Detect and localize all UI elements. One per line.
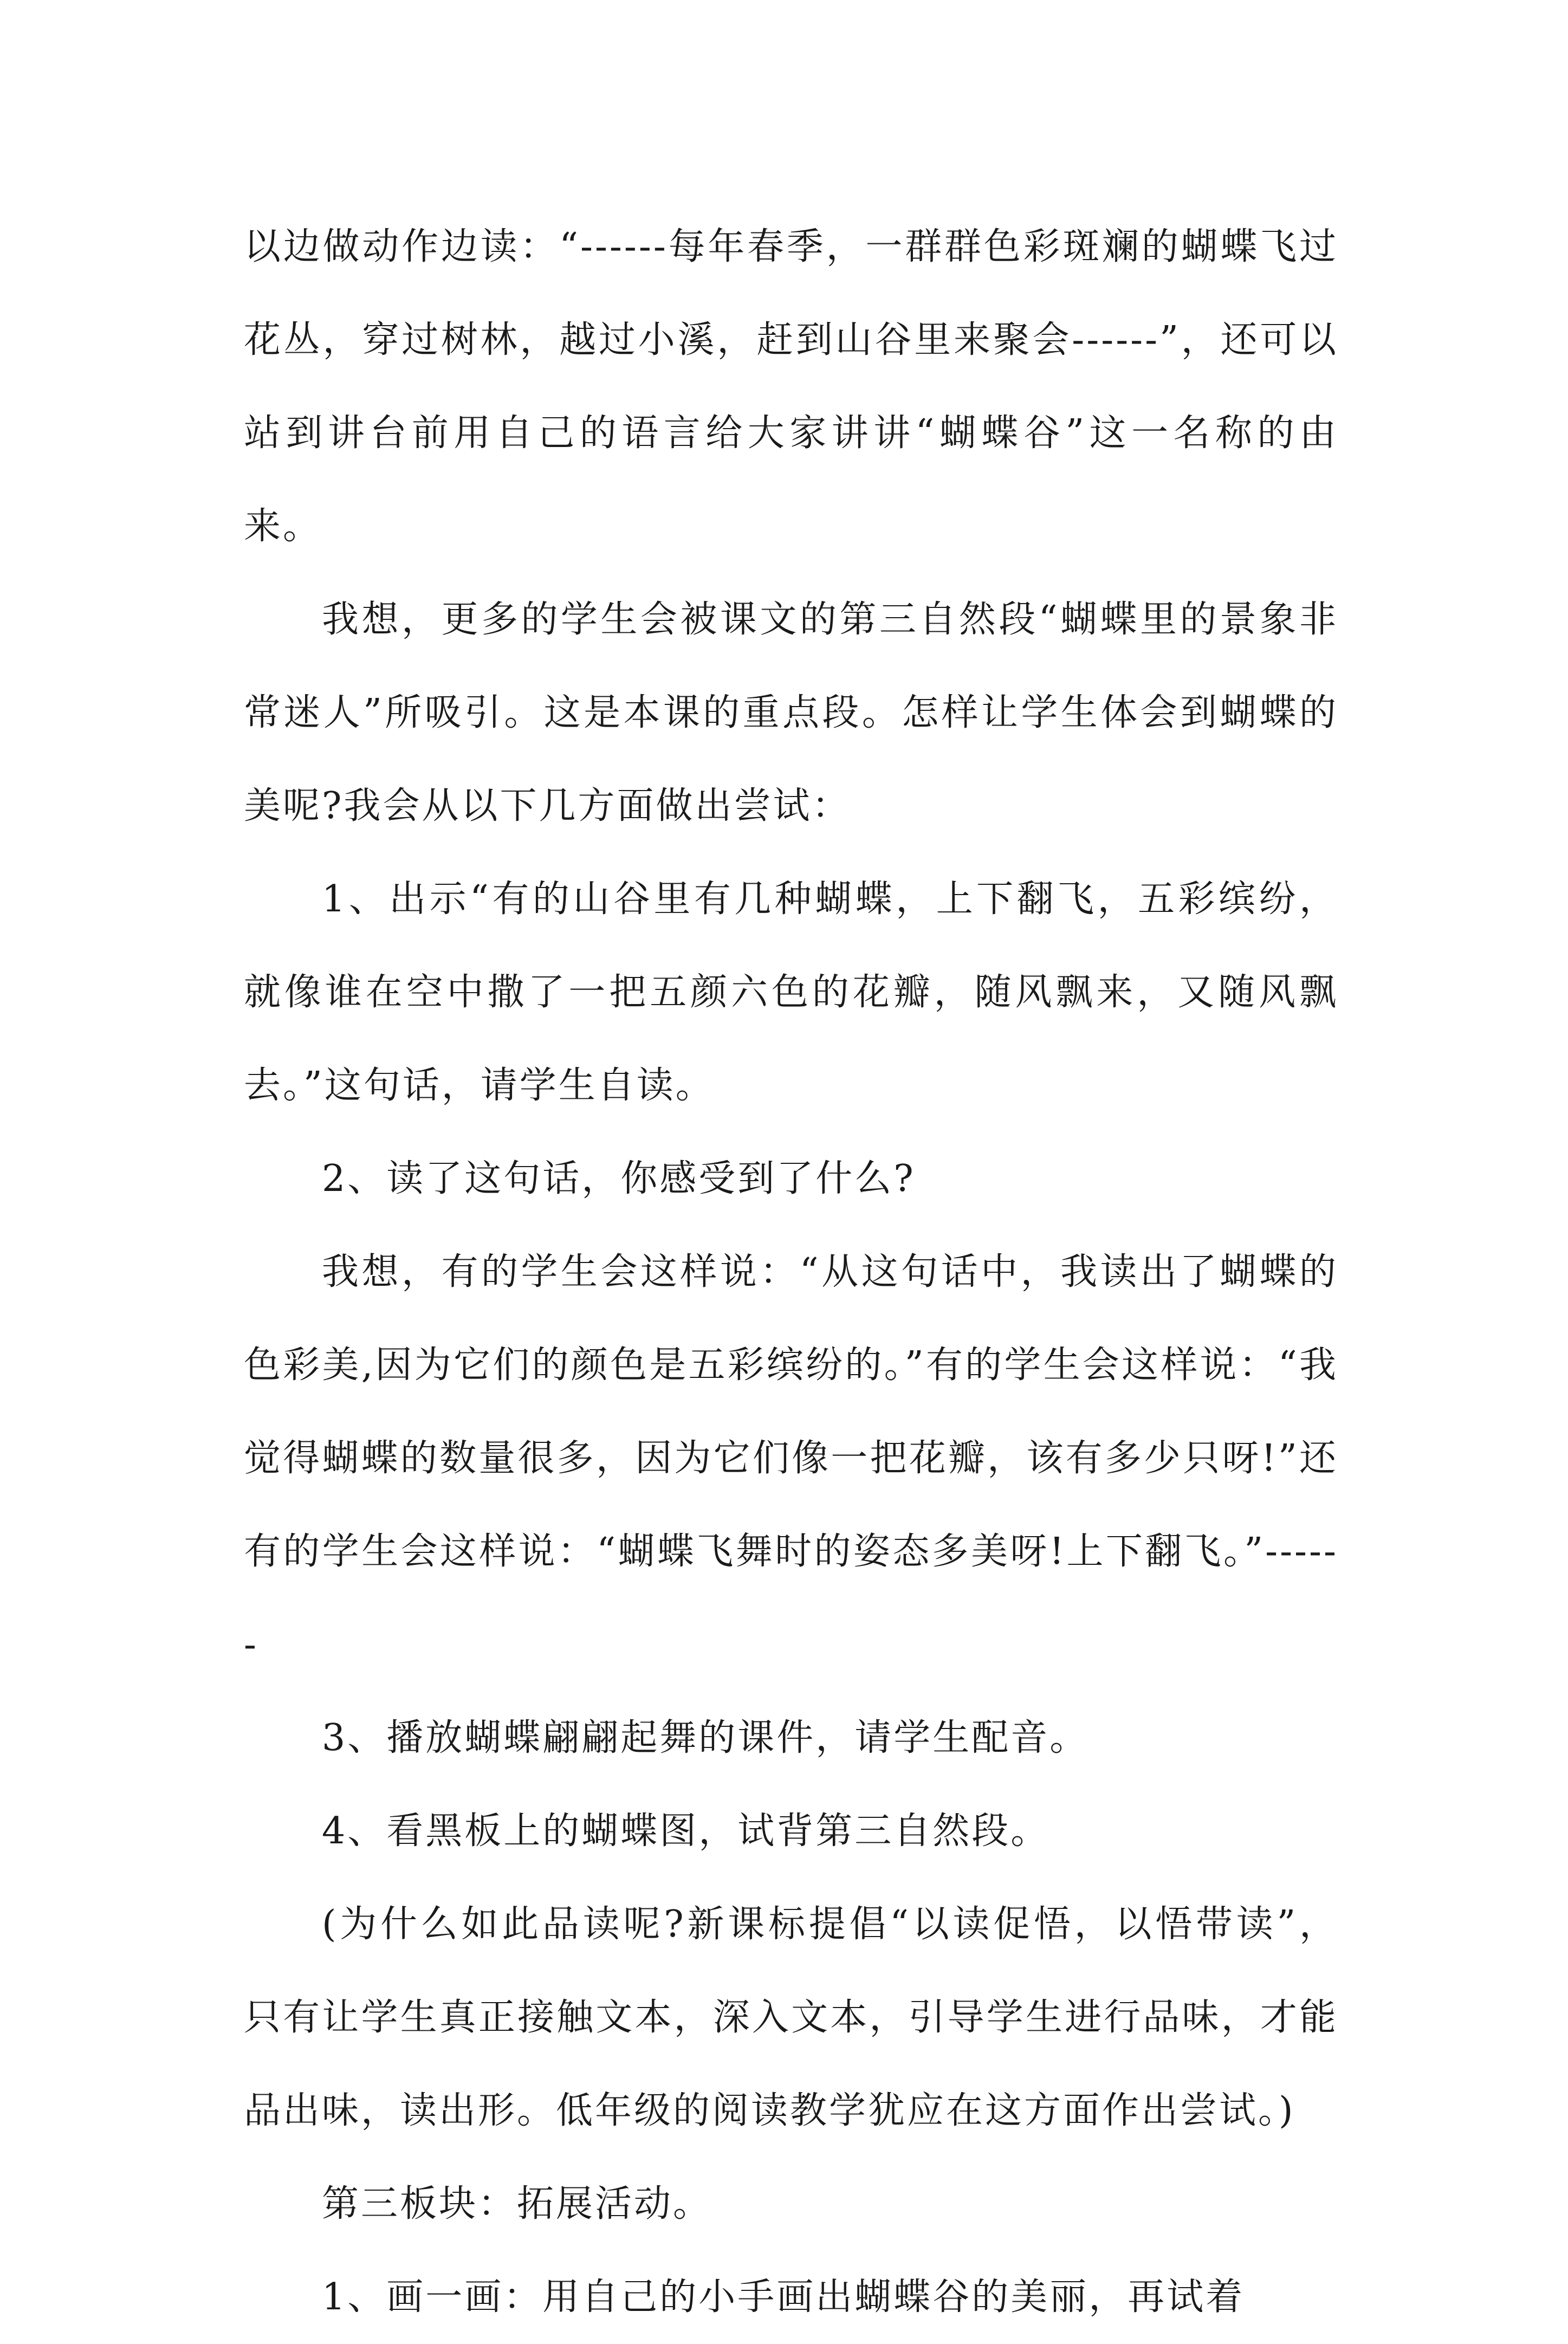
paragraph-8: (为什么如此品读呢?新课标提倡“以读促悟，以悟带读”，只有让学生真正接触文本，深入文本，引导学生进行品味，才能品出味，读出形。低年级的阅读教学犹应在这方面作出尝试。) [244,1903,1338,2132]
paragraph-4: 2、读了这句话，你感受到了什么? [322,1157,916,1200]
paragraph-1: 以边做动作边读：“------每年春季，一群群色彩斑斓的蝴蝶飞过花丛，穿过树林，越过小溪，赶到山谷里来聚会------”，还可以站到讲台前用自己的语言给大家讲讲“蝴蝶谷”这一名称的由来。 [244,225,1338,548]
paragraph-7: 4、看黑板上的蝴蝶图，试背第三自然段。 [322,1810,1050,1853]
paragraph-2: 我想，更多的学生会被课文的第三自然段“蝴蝶里的景象非常迷人”所吸引。这是本课的重点段。怎样让学生体会到蝴蝶的美呢?我会从以下几方面做出尝试： [244,598,1338,827]
paragraph-10: 1、画一画：用自己的小手画出蝴蝶谷的美丽，再试着 [322,2276,1245,2319]
paragraph-9: 第三板块：拓展活动。 [322,2183,712,2225]
paragraph-5: 我想，有的学生会这样说：“从这句话中，我读出了蝴蝶的色彩美,因为它们的颜色是五彩缤纷的。”有的学生会这样说：“我觉得蝴蝶的数量很多，因为它们像一把花瓣，该有多少只呀!”还有的学生会这样说：“蝴蝶飞舞时的姿态多美呀!上下翻飞。”------ [244,1251,1338,1666]
document-body [244,200,1338,2344]
paragraph-3: 1、出示“有的山谷里有几种蝴蝶，上下翻飞，五彩缤纷，就像谁在空中撒了一把五颜六色的花瓣，随风飘来，又随风飘去。”这句话，请学生自读。 [244,878,1338,1107]
paragraph-6: 3、播放蝴蝶翩翩起舞的课件，请学生配音。 [322,1717,1089,1759]
